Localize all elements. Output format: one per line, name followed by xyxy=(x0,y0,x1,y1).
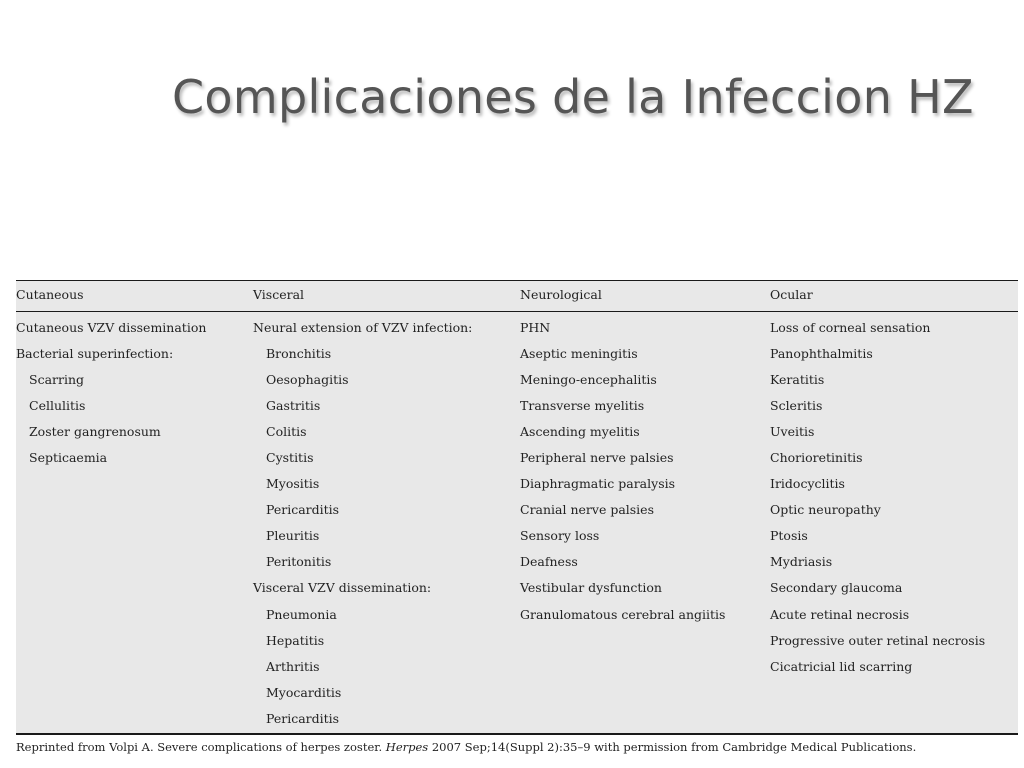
complications-table xyxy=(16,280,1018,735)
table-cell-cutaneous: Septicaemia xyxy=(29,450,108,466)
table-cell-visceral: Colitis xyxy=(266,424,307,440)
column-neurological xyxy=(520,319,725,632)
table-cell-neurological: Sensory loss xyxy=(520,528,600,544)
table-cell-cutaneous: Cutaneous VZV dissemination xyxy=(16,320,207,335)
table-cell-visceral: Pericarditis xyxy=(266,710,340,726)
header-visceral: Visceral xyxy=(253,287,305,302)
citation-footnote xyxy=(16,740,1018,754)
table-cell-ocular: Acute retinal necrosis xyxy=(770,606,910,622)
table-cell-cutaneous: Cellulitis xyxy=(29,398,86,414)
table-cell-cutaneous: Scarring xyxy=(29,372,85,388)
table-cell-neurological: Aseptic meningitis xyxy=(520,346,638,362)
table-cell-visceral: Pleuritis xyxy=(266,528,320,544)
table-cell-visceral: Pneumonia xyxy=(266,606,337,622)
table-cell-visceral: Arthritis xyxy=(266,658,320,674)
footnote-text-before: Reprinted from Volpi A. Severe complications of herpes zoster. xyxy=(16,740,386,754)
column-cutaneous xyxy=(16,319,206,475)
table-cell-neurological: Meningo-encephalitis xyxy=(520,372,657,388)
table-cell-visceral: Myositis xyxy=(266,476,320,492)
table-cell-ocular: Secondary glaucoma xyxy=(770,580,903,596)
slide-title: Complicaciones de la Infeccion HZ xyxy=(172,70,974,124)
table-cell-ocular: Uveitis xyxy=(770,424,815,440)
footnote-text-after: 2007 Sep;14(Suppl 2):35–9 with permission from Cambridge Medical Publications. xyxy=(428,740,917,754)
table-cell-visceral: Gastritis xyxy=(266,398,321,414)
table-cell-visceral: Hepatitis xyxy=(266,632,325,648)
table-cell-cutaneous: Bacterial superinfection: xyxy=(16,346,174,362)
table-cell-visceral: Visceral VZV dissemination: xyxy=(253,580,432,596)
column-visceral xyxy=(253,319,472,736)
table-cell-ocular: Keratitis xyxy=(770,372,825,388)
table-cell-neurological: Granulomatous cerebral angiitis xyxy=(520,606,726,622)
table-cell-neurological: Cranial nerve palsies xyxy=(520,502,654,518)
table-cell-ocular: Scleritis xyxy=(770,398,823,414)
table-cell-ocular: Chorioretinitis xyxy=(770,450,863,466)
header-cutaneous: Cutaneous xyxy=(16,287,84,302)
table-cell-neurological: PHN xyxy=(520,320,551,335)
table-cell-ocular: Cicatricial lid scarring xyxy=(770,658,913,674)
table-cell-visceral: Bronchitis xyxy=(266,346,332,362)
table-cell-visceral: Peritonitis xyxy=(266,554,332,570)
table-cell-cutaneous: Zoster gangrenosum xyxy=(29,424,161,440)
table-cell-visceral: Cystitis xyxy=(266,450,314,466)
table-cell-ocular: Progressive outer retinal necrosis xyxy=(770,632,986,648)
table-cell-ocular: Ptosis xyxy=(770,528,808,544)
table-cell-ocular: Iridocyclitis xyxy=(770,476,845,492)
table-cell-neurological: Peripheral nerve palsies xyxy=(520,450,674,466)
header-ocular: Ocular xyxy=(770,287,813,302)
table-cell-visceral: Oesophagitis xyxy=(266,372,349,388)
table-cell-neurological: Ascending myelitis xyxy=(520,424,640,440)
table-cell-neurological: Deafness xyxy=(520,554,578,570)
footnote-journal: Herpes xyxy=(385,740,429,754)
table-cell-visceral: Neural extension of VZV infection: xyxy=(253,320,473,335)
column-ocular xyxy=(770,319,985,684)
table-cell-visceral: Pericarditis xyxy=(266,502,340,518)
table-cell-ocular: Panophthalmitis xyxy=(770,346,873,362)
table-cell-ocular: Loss of corneal sensation xyxy=(770,320,931,335)
table-header-row xyxy=(16,281,1018,312)
table-cell-ocular: Mydriasis xyxy=(770,554,833,570)
table-cell-visceral: Myocarditis xyxy=(266,684,342,700)
header-neurological: Neurological xyxy=(520,287,602,302)
table-cell-ocular: Optic neuropathy xyxy=(770,502,881,518)
table-cell-neurological: Vestibular dysfunction xyxy=(520,580,662,596)
table-cell-neurological: Diaphragmatic paralysis xyxy=(520,476,676,492)
table-cell-neurological: Transverse myelitis xyxy=(520,398,645,414)
